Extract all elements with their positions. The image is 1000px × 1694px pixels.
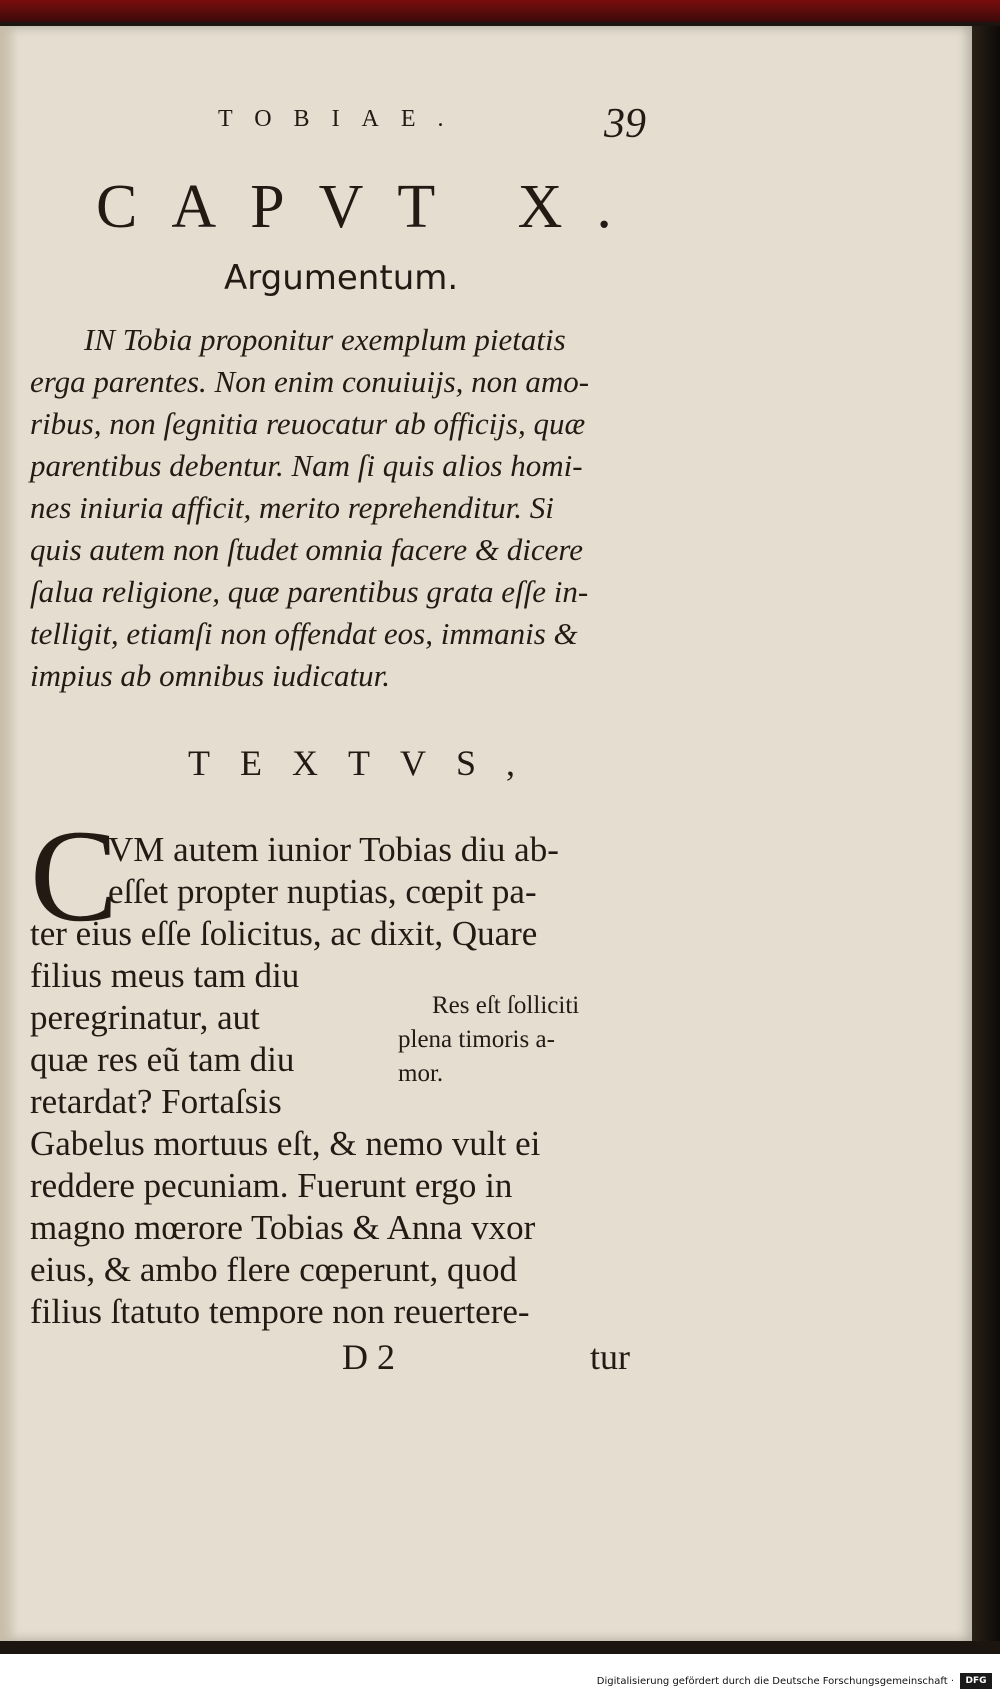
digitization-credit: Digitalisierung gefördert durch die Deutsche Forschungsgemeinschaft · [596,1676,954,1687]
argument-line: impius ab omnibus iudicatur. [30,658,390,693]
margin-note-line: plena timoris a- [398,1026,555,1053]
argument-heading: Argumentum. [224,258,459,298]
margin-note-line: Res eſt ſolliciti [432,992,580,1019]
argument-line: telligit, etiamſi non offendat eos, immanis & [30,616,578,651]
argument-line: nes iniuria afficit, merito reprehenditur. Si [30,490,554,525]
argument-line: erga parentes. Non enim conuiuijs, non amo- [30,364,590,399]
text-line: retardat? Fortaſsis [30,1082,282,1121]
page-number: 39 [604,101,646,147]
text-line: peregrinatur, aut [30,998,260,1037]
text-line: eſſet propter nuptias, cœpit pa- [108,872,537,911]
text-line: filius meus tam diu [30,956,300,995]
argument-line: parentibus debentur. Nam ſi quis alios homi- [30,448,583,483]
argument-line: ſalua religione, quæ parentibus grata eſſe in- [30,574,589,609]
text-line: filius ſtatuto tempore non reuertere- [30,1292,530,1331]
catchword: tur [590,1337,630,1377]
argument-line: quis autem non ſtudet omnia facere & dicere [30,532,584,567]
margin-note-line: mor. [398,1060,444,1087]
signature-mark: D 2 [342,1337,395,1377]
running-head: TOBIAE. [218,106,466,132]
argument-line: IN Tobia proponitur exemplum pietatis [84,322,566,357]
text-line: VM autem iunior Tobias diu ab- [108,830,559,869]
dfg-logo: DFG [960,1673,992,1689]
chapter-title: CAPVT X. [96,173,646,241]
text-line: quæ res eũ tam diu [30,1040,295,1079]
book-spine-shadow [972,26,1000,1641]
footer-strip [0,1654,1000,1694]
argument-line: ribus, non ſegnitia reuocatur ab officijs, quæ [30,406,586,441]
text-line: eius, & ambo flere cœperunt, quod [30,1250,517,1289]
text-line: Gabelus mortuus eſt, & nemo vult ei [30,1124,541,1163]
text-line: reddere pecuniam. Fuerunt ergo in [30,1166,513,1205]
top-red-strip [0,0,1000,22]
text-line: magno mœrore Tobias & Anna vxor [30,1208,536,1247]
text-line: ter eius eſſe ſolicitus, ac dixit, Quare [30,914,538,953]
drop-cap: C [30,802,119,949]
textus-heading: TEXTVS, [188,743,545,783]
